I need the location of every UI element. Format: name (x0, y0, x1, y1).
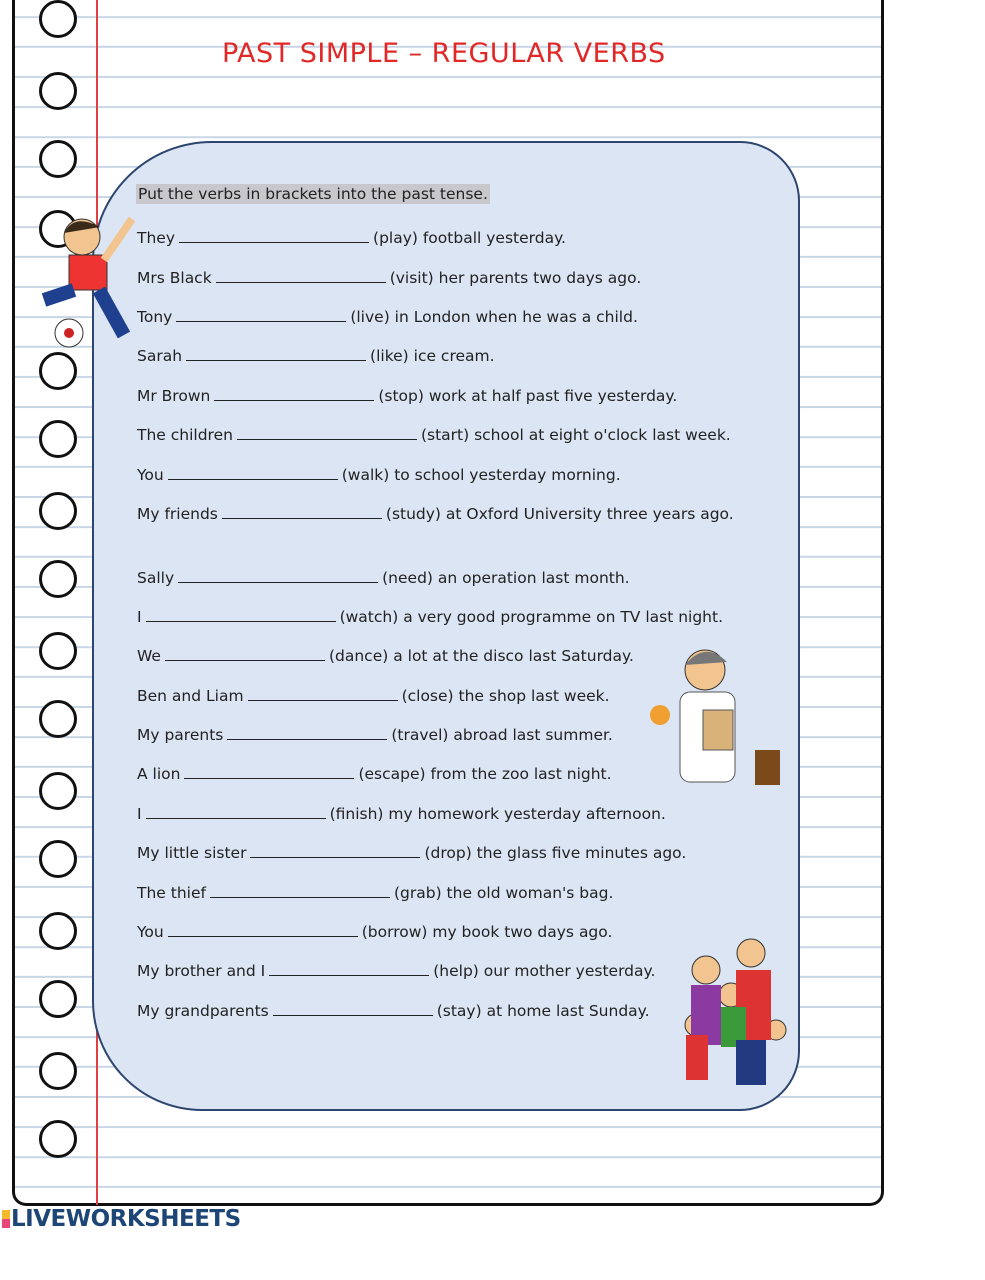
subject: I (137, 608, 142, 626)
exercise-item (137, 566, 747, 591)
subject: Tony (137, 308, 173, 326)
exercise-item (137, 266, 747, 291)
verb-hint: (stop) work at half past five yesterday. (378, 387, 678, 405)
binder-hole (39, 772, 77, 810)
binder-hole (39, 560, 77, 598)
verb-hint: (close) the shop last week. (401, 687, 610, 705)
subject: Sally (137, 569, 175, 587)
subject: Ben and Liam (137, 687, 244, 705)
family-illustration (676, 935, 791, 1090)
exercise-item (137, 226, 747, 251)
answer-blank[interactable] (146, 803, 326, 819)
answer-blank[interactable] (176, 306, 346, 322)
subject: The children (137, 426, 233, 444)
exercise-item (137, 605, 747, 630)
answer-blank[interactable] (237, 424, 417, 440)
answer-blank[interactable] (250, 842, 420, 858)
exercise-item (137, 305, 747, 330)
subject: My friends (137, 505, 218, 523)
answer-blank[interactable] (216, 267, 386, 283)
binder-hole (39, 352, 77, 390)
verb-hint: (dance) a lot at the disco last Saturday. (328, 647, 634, 665)
binder-hole (39, 492, 77, 530)
verb-hint: (like) ice cream. (370, 347, 495, 365)
binder-hole (39, 1052, 77, 1090)
verb-hint: (live) in London when he was a child. (350, 308, 638, 326)
answer-blank[interactable] (214, 385, 374, 401)
exercise-item (137, 502, 747, 527)
exercise-item (137, 344, 747, 369)
subject: They (137, 229, 176, 247)
exercise-item (137, 841, 747, 866)
answer-blank[interactable] (184, 763, 354, 779)
exercise-item (137, 463, 747, 488)
exercise-item (137, 959, 747, 984)
binder-hole (39, 72, 77, 110)
verb-hint: (watch) a very good programme on TV last night. (339, 608, 724, 626)
binder-hole (39, 140, 77, 178)
verb-hint: (visit) her parents two days ago. (389, 269, 642, 287)
verb-hint: (play) football yesterday. (373, 229, 566, 247)
binder-hole (39, 1120, 77, 1158)
verb-hint: (escape) from the zoo last night. (358, 765, 612, 783)
binder-hole (39, 0, 77, 38)
exercise-item (137, 802, 747, 827)
subject: The thief (137, 884, 206, 902)
answer-blank[interactable] (179, 227, 369, 243)
answer-blank[interactable] (168, 921, 358, 937)
football-player-illustration (14, 205, 139, 355)
exercise-item (137, 423, 747, 448)
verb-hint: (walk) to school yesterday morning. (341, 466, 621, 484)
answer-blank[interactable] (227, 724, 387, 740)
subject: My parents (137, 726, 224, 744)
instruction: Put the verbs in brackets into the past tense. (138, 185, 488, 203)
page-title: PAST SIMPLE – REGULAR VERBS (222, 38, 666, 69)
subject: Mr Brown (137, 387, 211, 405)
answer-blank[interactable] (165, 645, 325, 661)
subject: My grandparents (137, 1002, 269, 1020)
subject: My little sister (137, 844, 247, 862)
verb-hint: (travel) abroad last summer. (391, 726, 613, 744)
verb-hint: (borrow) my book two days ago. (361, 923, 613, 941)
doctor-illustration (645, 640, 790, 790)
exercise-item (137, 920, 747, 945)
answer-blank[interactable] (248, 685, 398, 701)
subject: Sarah (137, 347, 183, 365)
answer-blank[interactable] (146, 606, 336, 622)
answer-blank[interactable] (168, 464, 338, 480)
verb-hint: (need) an operation last month. (382, 569, 630, 587)
exercise-item (137, 881, 747, 906)
verb-hint: (help) our mother yesterday. (433, 962, 656, 980)
binder-hole (39, 632, 77, 670)
exercise-item (137, 384, 747, 409)
subject: I (137, 805, 142, 823)
verb-hint: (study) at Oxford University three years ago. (385, 505, 734, 523)
verb-hint: (grab) the old woman's bag. (393, 884, 614, 902)
binder-hole (39, 980, 77, 1018)
binder-hole (39, 840, 77, 878)
answer-blank[interactable] (273, 1000, 433, 1016)
verb-hint: (drop) the glass five minutes ago. (424, 844, 687, 862)
subject: We (137, 647, 161, 665)
answer-blank[interactable] (178, 567, 378, 583)
binder-hole (39, 700, 77, 738)
binder-hole (39, 912, 77, 950)
answer-blank[interactable] (186, 345, 366, 361)
answer-blank[interactable] (210, 882, 390, 898)
answer-blank[interactable] (222, 503, 382, 519)
subject: Mrs Black (137, 269, 212, 287)
subject: My brother and I (137, 962, 266, 980)
verb-hint: (finish) my homework yesterday afternoon. (329, 805, 666, 823)
subject: You (137, 923, 164, 941)
verb-hint: (start) school at eight o'clock last week. (420, 426, 731, 444)
exercise-item (137, 999, 747, 1024)
answer-blank[interactable] (269, 960, 429, 976)
subject: You (137, 466, 164, 484)
verb-hint: (stay) at home last Sunday. (436, 1002, 650, 1020)
binder-hole (39, 420, 77, 458)
subject: A lion (137, 765, 181, 783)
liveworksheets-logo: LIVEWORKSHEETS (2, 1206, 241, 1232)
